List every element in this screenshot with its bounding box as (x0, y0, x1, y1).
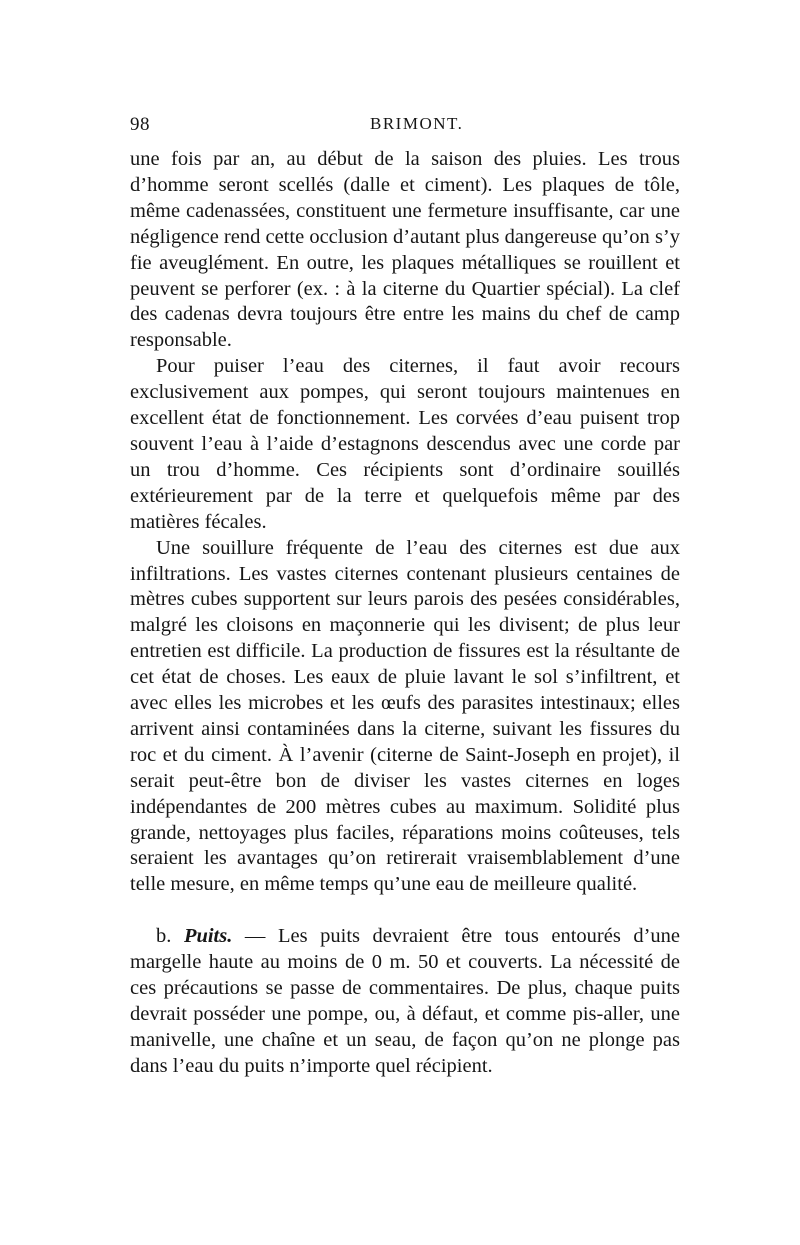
paragraph-infiltrations: Une souillure fréquente de l’eau des citernes est due aux infiltrations. Les vastes citernes contenant plusieurs centaines de mètres cubes supportent sur leurs parois des pesées considérables, malgré les cloisons en maçonnerie qui les divisent; de plus leur entretien est difficile. La production de fissures est la résultante de cet état de choses. Les eaux de pluie lavant le sol s’infiltrent, et avec elles les microbes et les œufs des parasites intestinaux; elles arrivent ainsi contaminées dans la citerne, suivant les fissures du roc et du ciment. À l’avenir (citerne de Saint-Joseph en projet), il serait peut-être bon de diviser les vastes citernes en loges indépendantes de 200 mètres cubes au maximum. Solidité plus grande, nettoyages plus faciles, réparations moins coûteuses, tels seraient les avantages qu’on retirerait vraisemblablement d’une telle mesure, en même temps qu’une eau de meilleure qualité. (130, 536, 680, 896)
body-text (130, 147, 680, 1080)
page-number: 98 (130, 114, 150, 135)
section-b-paragraph (130, 924, 680, 1079)
section-b-dash: — (232, 925, 278, 948)
section-b-title: Puits. (183, 925, 233, 948)
section-spacer (130, 898, 680, 924)
running-head: BRIMONT. (370, 114, 464, 133)
section-b-label: b. (156, 925, 172, 948)
page-header (130, 114, 680, 142)
section-b-text: Les puits devraient être tous entourés d’une margelle haute au moins de 0 m. 50 et couverts. La nécessité de ces précautions se passe de commentaires. De plus, chaque puits devrait posséder une pompe, ou, à défaut, et comme pis-aller, une manivelle, une chaîne et un seau, de façon qu’on ne plonge pas dans l’eau du puits n’importe quel récipient. (130, 925, 681, 1077)
paragraph-continuation: une fois par an, au début de la saison des pluies. Les trous d’homme seront scellés (dalle et ciment). Les plaques de tôle, même cadenassées, constituent une fermeture insuffisante, car une négligence rend cette occlusion d’autant plus dangereuse qu’on s’y fie aveuglément. En outre, les plaques métalliques se rouillent et peuvent se perforer (ex. : à la citerne du Quartier spécial). La clef des cadenas devra toujours être entre les mains du chef de camp responsable. (130, 148, 680, 352)
paragraph-pumps: Pour puiser l’eau des citernes, il faut avoir recours exclusivement aux pompes, qui seront toujours maintenues en excellent état de fonctionnement. Les corvées d’eau puisent trop souvent l’eau à l’aide d’estagnons descendus avec une corde par un trou d’homme. Ces récipients sont d’ordinaire souillés extérieurement par de la terre et quelquefois même par des matières fécales. (130, 355, 680, 533)
